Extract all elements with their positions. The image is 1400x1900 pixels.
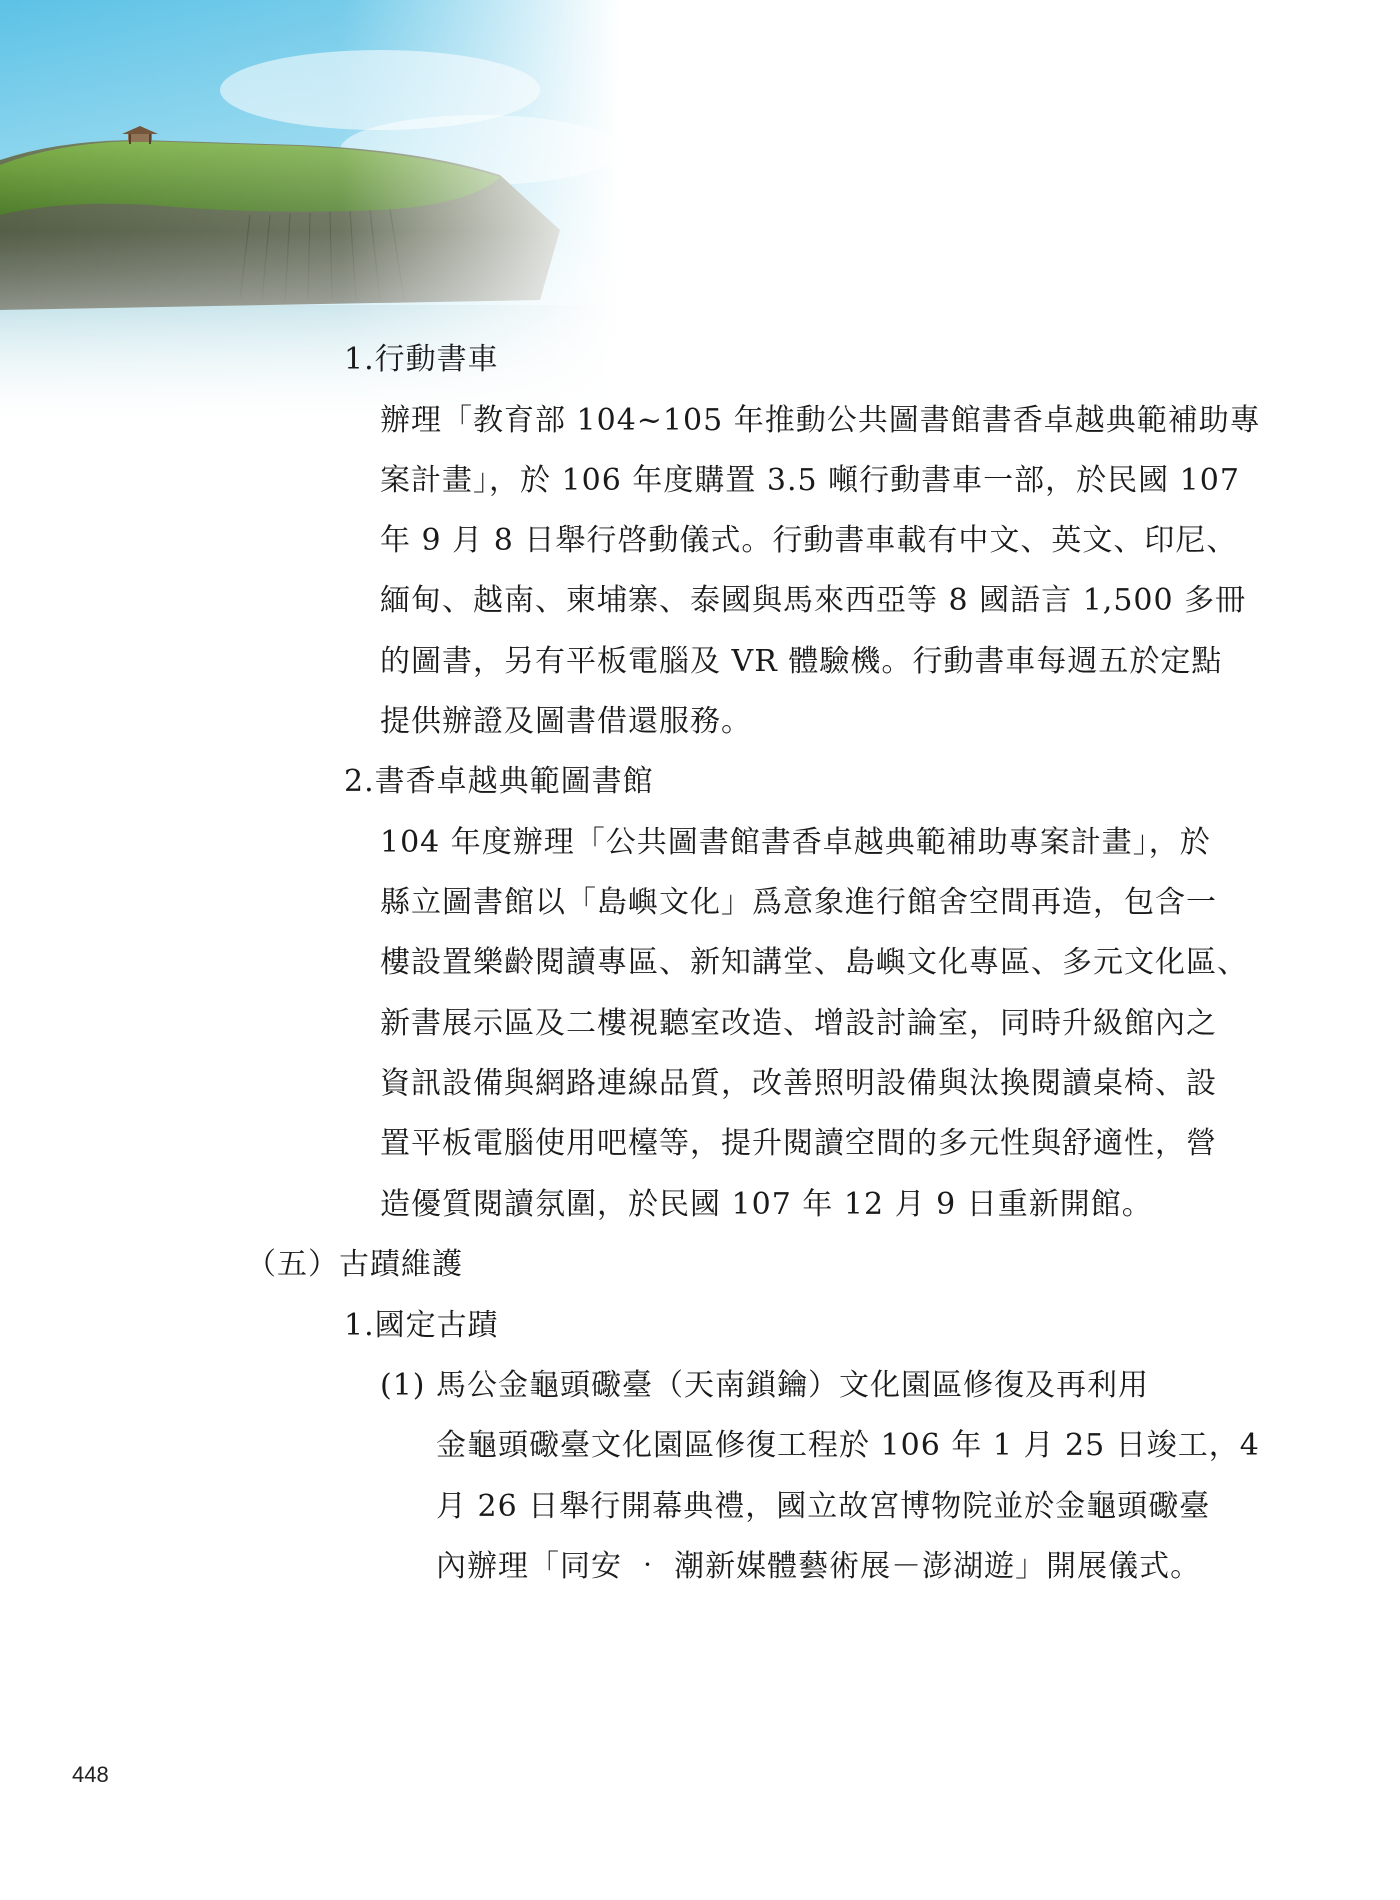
paragraph-line: 緬甸、越南、柬埔寨、泰國與馬來西亞等 8 國語言 1,500 多冊 — [380, 583, 1247, 618]
paragraph-line: 縣立圖書館以「島嶼文化」爲意象進行館舍空間再造，包含一 — [380, 885, 1217, 920]
paragraph-line: 造優質閱讀氛圍，於民國 107 年 12 月 9 日重新開館。 — [380, 1187, 1153, 1222]
subitem-fort-heading: (1) 馬公金龜頭礮臺（天南鎖鑰）文化園區修復及再利用 — [380, 1368, 1150, 1403]
paragraph-line: 樓設置樂齡閱讀專區、新知講堂、島嶼文化專區、多元文化區、 — [380, 945, 1248, 980]
section-heritage-heading: （五）古蹟維護 — [246, 1247, 463, 1282]
paragraph-line: 提供辦證及圖書借還服務。 — [380, 704, 752, 739]
page-number: 448 — [72, 1762, 109, 1787]
paragraph-line: 內辦理「同安 ‧ 潮新媒體藝術展－澎湖遊」開展儀式。 — [436, 1549, 1202, 1584]
header-landscape-image — [0, 0, 620, 420]
paragraph-line: 月 26 日舉行開幕典禮，國立故宮博物院並於金龜頭礮臺 — [436, 1489, 1211, 1524]
paragraph-line: 的圖書，另有平板電腦及 VR 體驗機。行動書車每週五於定點 — [380, 644, 1223, 679]
item-national-monument-heading: 1.國定古蹟 — [344, 1308, 499, 1343]
paragraph-line: 案計畫」，於 106 年度購置 3.5 噸行動書車一部，於民國 107 — [380, 463, 1240, 498]
paragraph-line: 年 9 月 8 日舉行啓動儀式。行動書車載有中文、英文、印尼、 — [380, 523, 1238, 558]
paragraph-line: 辦理「教育部 104~105 年推動公共圖書館書香卓越典範補助專 — [380, 403, 1261, 438]
paragraph-line: 新書展示區及二樓視聽室改造、增設討論室，同時升級館內之 — [380, 1006, 1217, 1041]
item-model-library-heading: 2.書香卓越典範圖書館 — [344, 764, 654, 799]
paragraph-line: 104 年度辦理「公共圖書館書香卓越典範補助專案計畫」，於 — [380, 825, 1211, 860]
paragraph-line: 資訊設備與網路連線品質，改善照明設備與汰換閱讀桌椅、設 — [380, 1066, 1217, 1101]
paragraph-line: 金龜頭礮臺文化園區修復工程於 106 年 1 月 25 日竣工，4 — [436, 1428, 1260, 1463]
paragraph-line: 置平板電腦使用吧檯等，提升閱讀空間的多元性與舒適性，營 — [380, 1126, 1217, 1161]
item-mobile-book-truck-heading: 1.行動書車 — [344, 342, 499, 377]
